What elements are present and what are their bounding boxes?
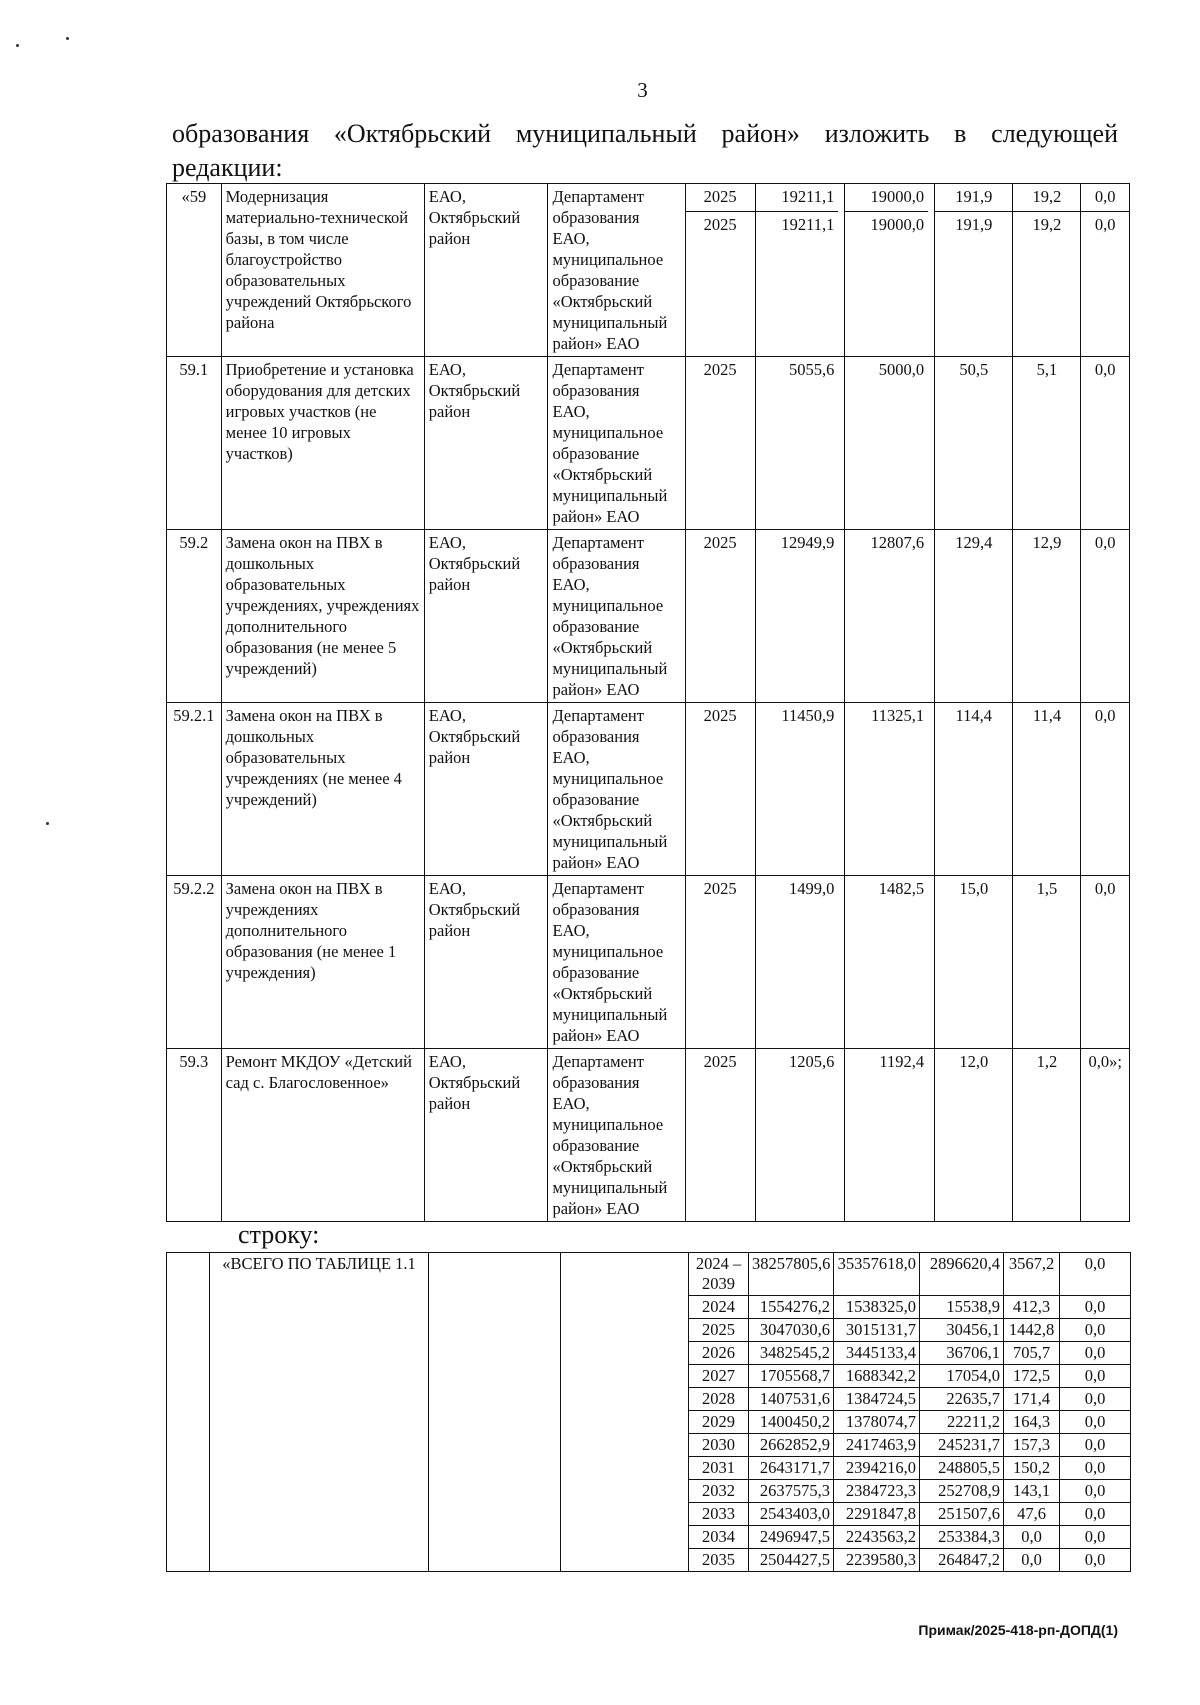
row-total-text: 1205,6: [789, 1052, 835, 1071]
row-other: [1081, 703, 1130, 876]
row-responsible: [548, 530, 685, 703]
table-row: [167, 876, 1130, 1049]
row-municipal-text: 19,2: [1032, 187, 1062, 206]
row-municipal-text: 11,4: [1032, 706, 1062, 725]
row-responsible-text: Департамент образования ЕАО, муниципальное образование «Октябрьский муниципальный район» ЕАО: [552, 533, 668, 699]
totals-total: 1554276,2: [749, 1296, 834, 1319]
row-executor-text: ЕАО, Октябрьский район: [428, 533, 521, 594]
row-name-text: Замена окон на ПВХ в дошкольных образовательных учреждениях (не менее 4 учреждений): [225, 706, 402, 809]
row-municipal-text: 1,5: [1036, 879, 1058, 898]
row-total: [755, 357, 845, 530]
totals-total: 3047030,6: [749, 1319, 834, 1342]
totals-federal: 2243563,2: [834, 1526, 920, 1549]
row-total: [755, 876, 845, 1049]
totals-regional: 253384,3: [920, 1526, 1004, 1549]
row-regional-text: 50,5: [959, 360, 989, 379]
row-number-text: 59.2.1: [173, 706, 215, 725]
row-federal-subtext: 19000,0: [845, 211, 928, 235]
row-federal: [845, 530, 935, 703]
totals-other: 0,0: [1060, 1434, 1131, 1457]
totals-total: 3482545,2: [749, 1342, 834, 1365]
row-name-text: Замена окон на ПВХ в дошкольных образовательных учреждениях, учреждениях дополнительного образования (не менее 5 учреждений): [225, 533, 420, 678]
totals-other: 0,0: [1060, 1296, 1131, 1319]
totals-other: 0,0: [1060, 1457, 1131, 1480]
totals-year: 2035: [689, 1549, 749, 1572]
totals-regional: 22211,2: [920, 1411, 1004, 1434]
row-other-text: 0,0: [1094, 706, 1116, 725]
totals-municipal: 705,7: [1004, 1342, 1060, 1365]
totals-federal: 3015131,7: [834, 1319, 920, 1342]
totals-regional: 22635,7: [920, 1388, 1004, 1411]
totals-empty-col: [561, 1253, 689, 1572]
scan-speck: [16, 44, 19, 47]
totals-regional: 248805,5: [920, 1457, 1004, 1480]
row-other-text: 0,0: [1094, 360, 1116, 379]
row-regional-text: 114,4: [955, 706, 993, 725]
totals-municipal: 0,0: [1004, 1549, 1060, 1572]
totals-total: 38257805,6: [749, 1253, 834, 1296]
row-regional-subtext: 191,9: [935, 211, 1012, 235]
row-federal: [845, 703, 935, 876]
row-responsible-text: Департамент образования ЕАО, муниципальное образование «Октябрьский муниципальный район» ЕАО: [552, 360, 668, 526]
row-federal: [845, 184, 935, 357]
totals-year: 2033: [689, 1503, 749, 1526]
totals-total: 1705568,7: [749, 1365, 834, 1388]
row-regional-text: 191,9: [955, 187, 993, 206]
row-responsible-text: Департамент образования ЕАО, муниципальное образование «Октябрьский муниципальный район» ЕАО: [552, 187, 668, 353]
row-municipal: [1013, 1049, 1081, 1222]
row-total: [755, 530, 845, 703]
totals-municipal: 1442,8: [1004, 1319, 1060, 1342]
totals-regional: 17054,0: [920, 1365, 1004, 1388]
row-regional: [935, 530, 1013, 703]
row-total: [755, 184, 845, 357]
row-responsible: [548, 703, 685, 876]
row-executor-text: ЕАО, Октябрьский район: [428, 879, 521, 940]
row-year-text: 2025: [703, 706, 737, 725]
row-number-text: «59: [181, 187, 207, 206]
row-name: [221, 876, 424, 1049]
row-total-text: 19211,1: [781, 187, 835, 206]
row-name-text: Замена окон на ПВХ в учреждениях дополнительного образования (не менее 1 учреждения): [225, 879, 397, 982]
row-other-subtext: 0,0: [1081, 211, 1129, 235]
row-other: [1081, 1049, 1130, 1222]
row-year: [685, 357, 755, 530]
document-code: Примак/2025-418-рп-ДОПД(1): [918, 1622, 1118, 1638]
row-municipal-text: 5,1: [1036, 360, 1058, 379]
row-federal-text: 12807,6: [870, 533, 925, 552]
row-federal: [845, 357, 935, 530]
totals-label: «ВСЕГО ПО ТАБЛИЦЕ 1.1: [210, 1253, 429, 1572]
totals-total: 2637575,3: [749, 1480, 834, 1503]
totals-year: 2027: [689, 1365, 749, 1388]
row-year: [685, 184, 755, 357]
row-number-text: 59.2: [179, 533, 209, 552]
row-municipal: [1013, 876, 1081, 1049]
totals-federal: 2291847,8: [834, 1503, 920, 1526]
totals-federal: 2394216,0: [834, 1457, 920, 1480]
row-federal-text: 1482,5: [878, 879, 925, 898]
row-responsible-text: Департамент образования ЕАО, муниципальное образование «Октябрьский муниципальный район» ЕАО: [552, 706, 668, 872]
totals-other: 0,0: [1060, 1388, 1131, 1411]
table-row: [167, 703, 1130, 876]
totals-other: 0,0: [1060, 1365, 1131, 1388]
row-municipal-text: 1,2: [1036, 1052, 1058, 1071]
totals-year: 2032: [689, 1480, 749, 1503]
page-number: 3: [637, 78, 648, 102]
table-row: [167, 530, 1130, 703]
row-year-text: 2025: [703, 533, 737, 552]
totals-municipal: 164,3: [1004, 1411, 1060, 1434]
row-other-text: 0,0: [1094, 879, 1116, 898]
row-federal-text: 1192,4: [879, 1052, 925, 1071]
totals-year: 2028: [689, 1388, 749, 1411]
totals-regional: 15538,9: [920, 1296, 1004, 1319]
scan-speck: [66, 37, 69, 40]
row-responsible-text: Департамент образования ЕАО, муниципальное образование «Октябрьский муниципальный район» ЕАО: [552, 879, 668, 1045]
program-table: [166, 183, 1130, 1222]
row-federal-text: 19000,0: [870, 187, 925, 206]
row-municipal: [1013, 357, 1081, 530]
row-name-text: Модернизация материально-технической базы, в том числе благоустройство образовательных учреждений Октябрьского района: [225, 187, 412, 332]
row-name: [221, 357, 424, 530]
row-executor: [424, 876, 548, 1049]
row-executor-text: ЕАО, Октябрьский район: [428, 187, 521, 248]
row-total: [755, 703, 845, 876]
totals-municipal: 143,1: [1004, 1480, 1060, 1503]
row-municipal-subtext: 19,2: [1013, 211, 1080, 235]
row-responsible: [548, 876, 685, 1049]
row-name: [221, 530, 424, 703]
row-other-text: 0,0»;: [1088, 1052, 1122, 1071]
row-regional: [935, 1049, 1013, 1222]
row-number-text: 59.2.2: [173, 879, 215, 898]
totals-year: 2024 – 2039: [689, 1253, 749, 1296]
row-federal: [845, 1049, 935, 1222]
totals-other: 0,0: [1060, 1503, 1131, 1526]
totals-total: 2643171,7: [749, 1457, 834, 1480]
row-responsible-text: Департамент образования ЕАО, муниципальное образование «Октябрьский муниципальный район» ЕАО: [552, 1052, 668, 1218]
totals-year: 2031: [689, 1457, 749, 1480]
row-name-text: Приобретение и установка оборудования для детских игровых участков (не менее 10 игровых участков): [225, 360, 414, 463]
row-regional: [935, 184, 1013, 357]
row-responsible: [548, 184, 685, 357]
totals-municipal: 150,2: [1004, 1457, 1060, 1480]
totals-year: 2025: [689, 1319, 749, 1342]
row-regional-text: 129,4: [955, 533, 993, 552]
intro-line-2: редакции:: [172, 153, 283, 182]
row-number-text: 59.3: [179, 1052, 209, 1071]
totals-other: 0,0: [1060, 1411, 1131, 1434]
totals-regional: 245231,7: [920, 1434, 1004, 1457]
row-year-text: 2025: [703, 1052, 737, 1071]
row-number: [167, 1049, 222, 1222]
totals-regional: 251507,6: [920, 1503, 1004, 1526]
row-year-text: 2025: [703, 879, 737, 898]
row-municipal-text: 12,9: [1032, 533, 1062, 552]
row-total-text: 5055,6: [789, 360, 835, 379]
totals-federal: 35357618,0: [834, 1253, 920, 1296]
row-name-text: Ремонт МКДОУ «Детский сад с. Благословенное»: [225, 1052, 412, 1092]
totals-empty-col: [167, 1253, 210, 1572]
totals-other: 0,0: [1060, 1526, 1131, 1549]
row-other: [1081, 530, 1130, 703]
row-executor: [424, 530, 548, 703]
row-other: [1081, 357, 1130, 530]
row-executor-text: ЕАО, Октябрьский район: [428, 706, 521, 767]
table-row: [167, 1049, 1130, 1222]
row-total: [755, 1049, 845, 1222]
row-municipal: [1013, 184, 1081, 357]
row-regional-text: 12,0: [959, 1052, 989, 1071]
totals-year: 2034: [689, 1526, 749, 1549]
totals-empty-col: [429, 1253, 561, 1572]
totals-year: 2029: [689, 1411, 749, 1434]
row-total-text: 12949,9: [780, 533, 835, 552]
intro-line-1: образования «Октябрьский муниципальный район» изложить в следующей: [172, 119, 1118, 148]
row-executor: [424, 1049, 548, 1222]
section-word: строку:: [238, 1220, 320, 1249]
totals-total: 2504427,5: [749, 1549, 834, 1572]
row-total-text: 1499,0: [789, 879, 835, 898]
totals-other: 0,0: [1060, 1549, 1131, 1572]
row-executor: [424, 703, 548, 876]
totals-regional: 30456,1: [920, 1319, 1004, 1342]
row-year: [685, 703, 755, 876]
row-other: [1081, 876, 1130, 1049]
row-number: [167, 530, 222, 703]
row-other-text: 0,0: [1094, 187, 1116, 206]
row-total-text: 11450,9: [781, 706, 835, 725]
totals-year: 2026: [689, 1342, 749, 1365]
totals-year: 2030: [689, 1434, 749, 1457]
row-responsible: [548, 357, 685, 530]
totals-regional: 36706,1: [920, 1342, 1004, 1365]
totals-federal: 2239580,3: [834, 1549, 920, 1572]
row-responsible: [548, 1049, 685, 1222]
row-name: [221, 703, 424, 876]
table-row: [167, 357, 1130, 530]
row-number: [167, 703, 222, 876]
totals-municipal: 171,4: [1004, 1388, 1060, 1411]
totals-total: 1407531,6: [749, 1388, 834, 1411]
row-regional: [935, 357, 1013, 530]
totals-federal: 1384724,5: [834, 1388, 920, 1411]
row-other-text: 0,0: [1094, 533, 1116, 552]
totals-municipal: 412,3: [1004, 1296, 1060, 1319]
row-year-text: 2025: [703, 187, 737, 206]
totals-municipal: 47,6: [1004, 1503, 1060, 1526]
totals-municipal: 0,0: [1004, 1526, 1060, 1549]
row-federal-text: 11325,1: [871, 706, 925, 725]
totals-other: 0,0: [1060, 1480, 1131, 1503]
row-federal-text: 5000,0: [878, 360, 925, 379]
row-executor-text: ЕАО, Октябрьский район: [428, 360, 521, 421]
row-year: [685, 1049, 755, 1222]
totals-federal: 1688342,2: [834, 1365, 920, 1388]
totals-table: [166, 1252, 1131, 1572]
row-name: [221, 1049, 424, 1222]
row-number: [167, 357, 222, 530]
totals-regional: 2896620,4: [920, 1253, 1004, 1296]
row-year-subtext: 2025: [686, 211, 755, 235]
row-total-subtext: 19211,1: [756, 211, 839, 235]
totals-federal: 2417463,9: [834, 1434, 920, 1457]
row-federal: [845, 876, 935, 1049]
totals-federal: 3445133,4: [834, 1342, 920, 1365]
row-executor: [424, 357, 548, 530]
totals-year: 2024: [689, 1296, 749, 1319]
row-executor-text: ЕАО, Октябрьский район: [428, 1052, 521, 1113]
row-municipal: [1013, 703, 1081, 876]
totals-municipal: 157,3: [1004, 1434, 1060, 1457]
row-year: [685, 876, 755, 1049]
totals-municipal: 3567,2: [1004, 1253, 1060, 1296]
row-regional: [935, 703, 1013, 876]
row-number: [167, 184, 222, 357]
row-name: [221, 184, 424, 357]
row-regional: [935, 876, 1013, 1049]
row-municipal: [1013, 530, 1081, 703]
totals-federal: 1378074,7: [834, 1411, 920, 1434]
scan-speck: [46, 822, 49, 825]
totals-total: 2662852,9: [749, 1434, 834, 1457]
row-number: [167, 876, 222, 1049]
totals-total: 2496947,5: [749, 1526, 834, 1549]
totals-regional: 264847,2: [920, 1549, 1004, 1572]
table-row: [167, 1253, 1131, 1296]
totals-regional: 252708,9: [920, 1480, 1004, 1503]
row-executor: [424, 184, 548, 357]
totals-total: 1400450,2: [749, 1411, 834, 1434]
totals-federal: 2384723,3: [834, 1480, 920, 1503]
row-year-text: 2025: [703, 360, 737, 379]
totals-other: 0,0: [1060, 1253, 1131, 1296]
row-regional-text: 15,0: [959, 879, 989, 898]
totals-federal: 1538325,0: [834, 1296, 920, 1319]
row-year: [685, 530, 755, 703]
row-other: [1081, 184, 1130, 357]
totals-municipal: 172,5: [1004, 1365, 1060, 1388]
totals-other: 0,0: [1060, 1319, 1131, 1342]
table-row: [167, 184, 1130, 357]
totals-other: 0,0: [1060, 1342, 1131, 1365]
totals-total: 2543403,0: [749, 1503, 834, 1526]
row-number-text: 59.1: [179, 360, 209, 379]
